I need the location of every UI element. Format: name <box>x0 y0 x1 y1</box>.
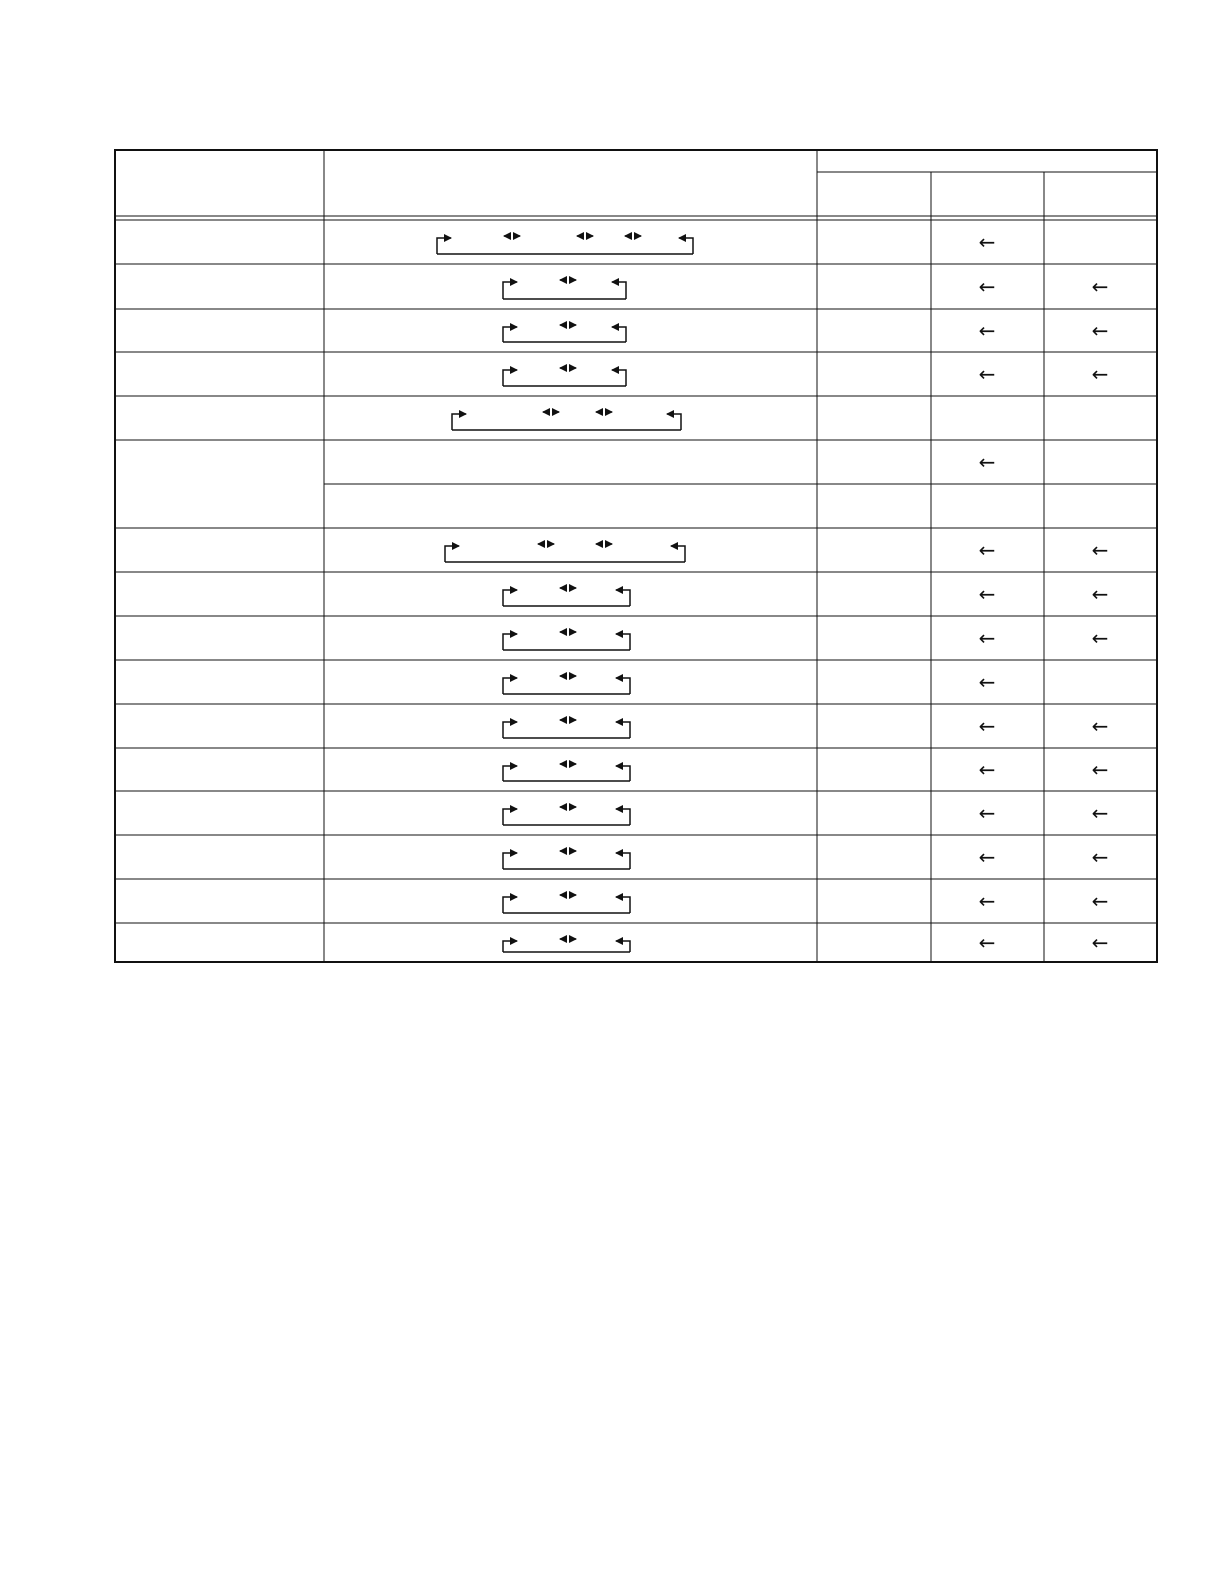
loop-end-arrow <box>616 634 630 650</box>
loop-start-arrow <box>445 546 459 562</box>
same-as-left-arrow: ← <box>1091 757 1109 782</box>
cycle-loop-diagram <box>503 588 630 606</box>
same-as-left-arrow: ← <box>978 889 996 913</box>
table-row <box>115 275 1157 310</box>
table-row <box>115 319 1157 353</box>
same-as-left-arrow: ← <box>1091 538 1109 562</box>
same-as-left-arrow: ← <box>1091 930 1109 955</box>
same-as-left-arrow: ← <box>978 582 996 606</box>
loop-start-arrow <box>503 941 517 952</box>
loop-start-arrow <box>503 590 517 606</box>
loop-end-arrow <box>616 722 630 738</box>
same-as-left-arrow: ← <box>1091 714 1109 738</box>
loop-end-arrow <box>616 809 630 825</box>
loop-start-arrow <box>503 897 517 913</box>
loop-end-arrow <box>616 941 630 952</box>
loop-start-arrow <box>437 238 451 254</box>
cycle-loop-diagram <box>503 895 630 913</box>
cycle-loop-diagram <box>503 764 630 781</box>
loop-end-arrow <box>671 546 685 562</box>
cycle-loop-diagram <box>503 807 630 825</box>
cycle-loop-diagram <box>503 368 626 386</box>
same-as-left-arrow: ← <box>978 714 996 738</box>
loop-end-arrow <box>612 327 626 342</box>
same-as-left-arrow: ← <box>1091 362 1109 386</box>
same-as-left-arrow: ← <box>978 626 996 650</box>
same-as-left-arrow: ← <box>1091 626 1109 650</box>
table-row <box>115 889 1157 923</box>
loop-start-arrow <box>503 766 517 781</box>
loop-start-arrow <box>452 414 466 430</box>
same-as-left-arrow: ← <box>978 930 996 955</box>
table-body <box>115 230 1157 955</box>
same-as-left-arrow: ← <box>978 450 996 474</box>
same-as-left-arrow: ← <box>978 362 996 386</box>
cycle-loop-diagram <box>503 939 630 952</box>
loop-end-arrow <box>616 766 630 781</box>
table-row <box>115 758 1157 792</box>
loop-end-arrow <box>616 590 630 606</box>
loop-end-arrow <box>667 414 681 430</box>
same-as-left-arrow: ← <box>1091 889 1109 913</box>
loop-end-arrow <box>679 238 693 254</box>
same-as-left-arrow: ← <box>978 274 996 299</box>
loop-start-arrow <box>503 282 517 299</box>
loop-start-arrow <box>503 634 517 650</box>
table-row <box>324 450 1157 484</box>
cycle-loop-diagram <box>437 236 693 254</box>
cycle-loop-diagram <box>503 632 630 650</box>
cycle-loop-diagram <box>503 851 630 869</box>
loop-start-arrow <box>503 722 517 738</box>
cycle-loop-diagram <box>445 544 685 562</box>
loop-start-arrow <box>503 678 517 694</box>
loop-end-arrow <box>612 282 626 299</box>
table-row <box>115 538 1157 572</box>
table-row <box>115 801 1157 835</box>
loop-end-arrow <box>612 370 626 386</box>
table-row <box>115 362 1157 396</box>
table-row <box>115 582 1157 616</box>
same-as-left-arrow: ← <box>1091 318 1109 343</box>
loop-start-arrow <box>503 327 517 342</box>
same-as-left-arrow: ← <box>978 757 996 782</box>
table-row <box>115 714 1157 748</box>
cycle-loop-diagram <box>452 412 681 430</box>
loop-start-arrow <box>503 370 517 386</box>
table-row <box>115 845 1157 879</box>
table-frame <box>115 150 1157 962</box>
same-as-left-arrow: ← <box>978 670 996 694</box>
table-row <box>115 670 1157 704</box>
same-as-left-arrow: ← <box>1091 582 1109 606</box>
loop-end-arrow <box>616 897 630 913</box>
same-as-left-arrow: ← <box>1091 801 1109 825</box>
cycle-loop-diagram <box>503 280 626 299</box>
loop-start-arrow <box>503 853 517 869</box>
loop-start-arrow <box>503 809 517 825</box>
table-row <box>115 230 1157 264</box>
cycle-loop-diagram <box>503 676 630 694</box>
same-as-left-arrow: ← <box>978 538 996 562</box>
loop-end-arrow <box>616 853 630 869</box>
cycle-loop-diagram <box>503 720 630 738</box>
cycle-loop-diagram <box>503 325 626 342</box>
loop-end-arrow <box>616 678 630 694</box>
same-as-left-arrow: ← <box>1091 845 1109 869</box>
same-as-left-arrow: ← <box>978 318 996 343</box>
same-as-left-arrow: ← <box>978 801 996 825</box>
table-row <box>115 626 1157 660</box>
same-as-left-arrow: ← <box>978 230 996 254</box>
same-as-left-arrow: ← <box>978 845 996 869</box>
same-as-left-arrow: ← <box>1091 274 1109 299</box>
